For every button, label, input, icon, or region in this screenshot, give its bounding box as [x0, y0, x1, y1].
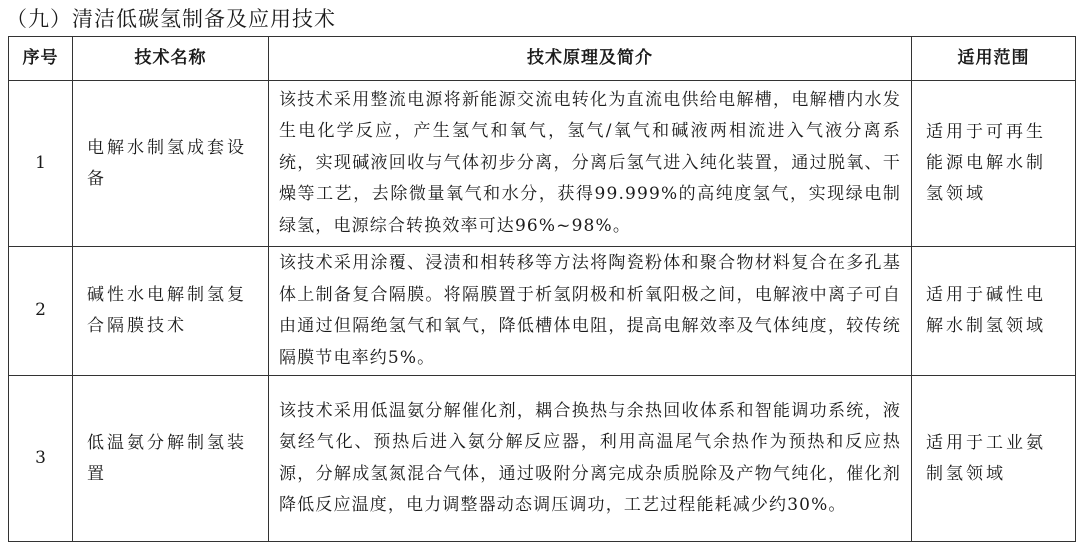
section-title: （九）清洁低碳氢制备及应用技术 [6, 7, 336, 31]
technology-description: 该技术采用涂覆、浸渍和相转移等方法将陶瓷粉体和聚合物材料复合在多孔基体上制备复合隔膜。将隔膜置于析氢阴极和析氧阳极之间，电解液中离子可自由通过但隔绝氢气和氧气，降低槽体电阻，提高电解效率及气体纯度，较传统隔膜节电率约5%。 [269, 247, 912, 376]
table-row [9, 81, 1076, 247]
application-scope: 适用于可再生能源电解水制氢领域 [912, 81, 1076, 247]
header-scope: 适用范围 [912, 37, 1076, 81]
header-name: 技术名称 [73, 37, 269, 81]
technology-name: 低温氨分解制氢装置 [73, 376, 269, 542]
row-number: 1 [9, 81, 73, 247]
technology-description: 该技术采用整流电源将新能源交流电转化为直流电供给电解槽，电解槽内水发生电化学反应，产生氢气和氧气，氢气/氧气和碱液两相流进入气液分离系统，实现碱液回收与气体初步分离，分离后氢气进入纯化装置，通过脱氧、干燥等工艺，去除微量氧气和水分，获得99.999%的高纯度氢气，实现绿电制绿氢，电源综合转换效率可达96%~98%。 [269, 81, 912, 247]
row-number: 2 [9, 247, 73, 376]
technology-table [8, 36, 1076, 542]
header-desc: 技术原理及简介 [269, 37, 912, 81]
table-header-row [9, 37, 1076, 81]
technology-name: 电解水制氢成套设备 [73, 81, 269, 247]
table-row [9, 376, 1076, 542]
table-row [9, 247, 1076, 376]
application-scope: 适用于工业氨制氢领域 [912, 376, 1076, 542]
technology-name: 碱性水电解制氢复合隔膜技术 [73, 247, 269, 376]
header-no: 序号 [9, 37, 73, 81]
application-scope: 适用于碱性电解水制氢领域 [912, 247, 1076, 376]
technology-description: 该技术采用低温氨分解催化剂，耦合换热与余热回收体系和智能调功系统，液氨经气化、预热后进入氨分解反应器，利用高温尾气余热作为预热和反应热源，分解成氢氮混合气体，通过吸附分离完成杂质脱除及产物气纯化，催化剂降低反应温度，电力调整器动态调压调功，工艺过程能耗减少约30%。 [269, 376, 912, 542]
row-number: 3 [9, 376, 73, 542]
